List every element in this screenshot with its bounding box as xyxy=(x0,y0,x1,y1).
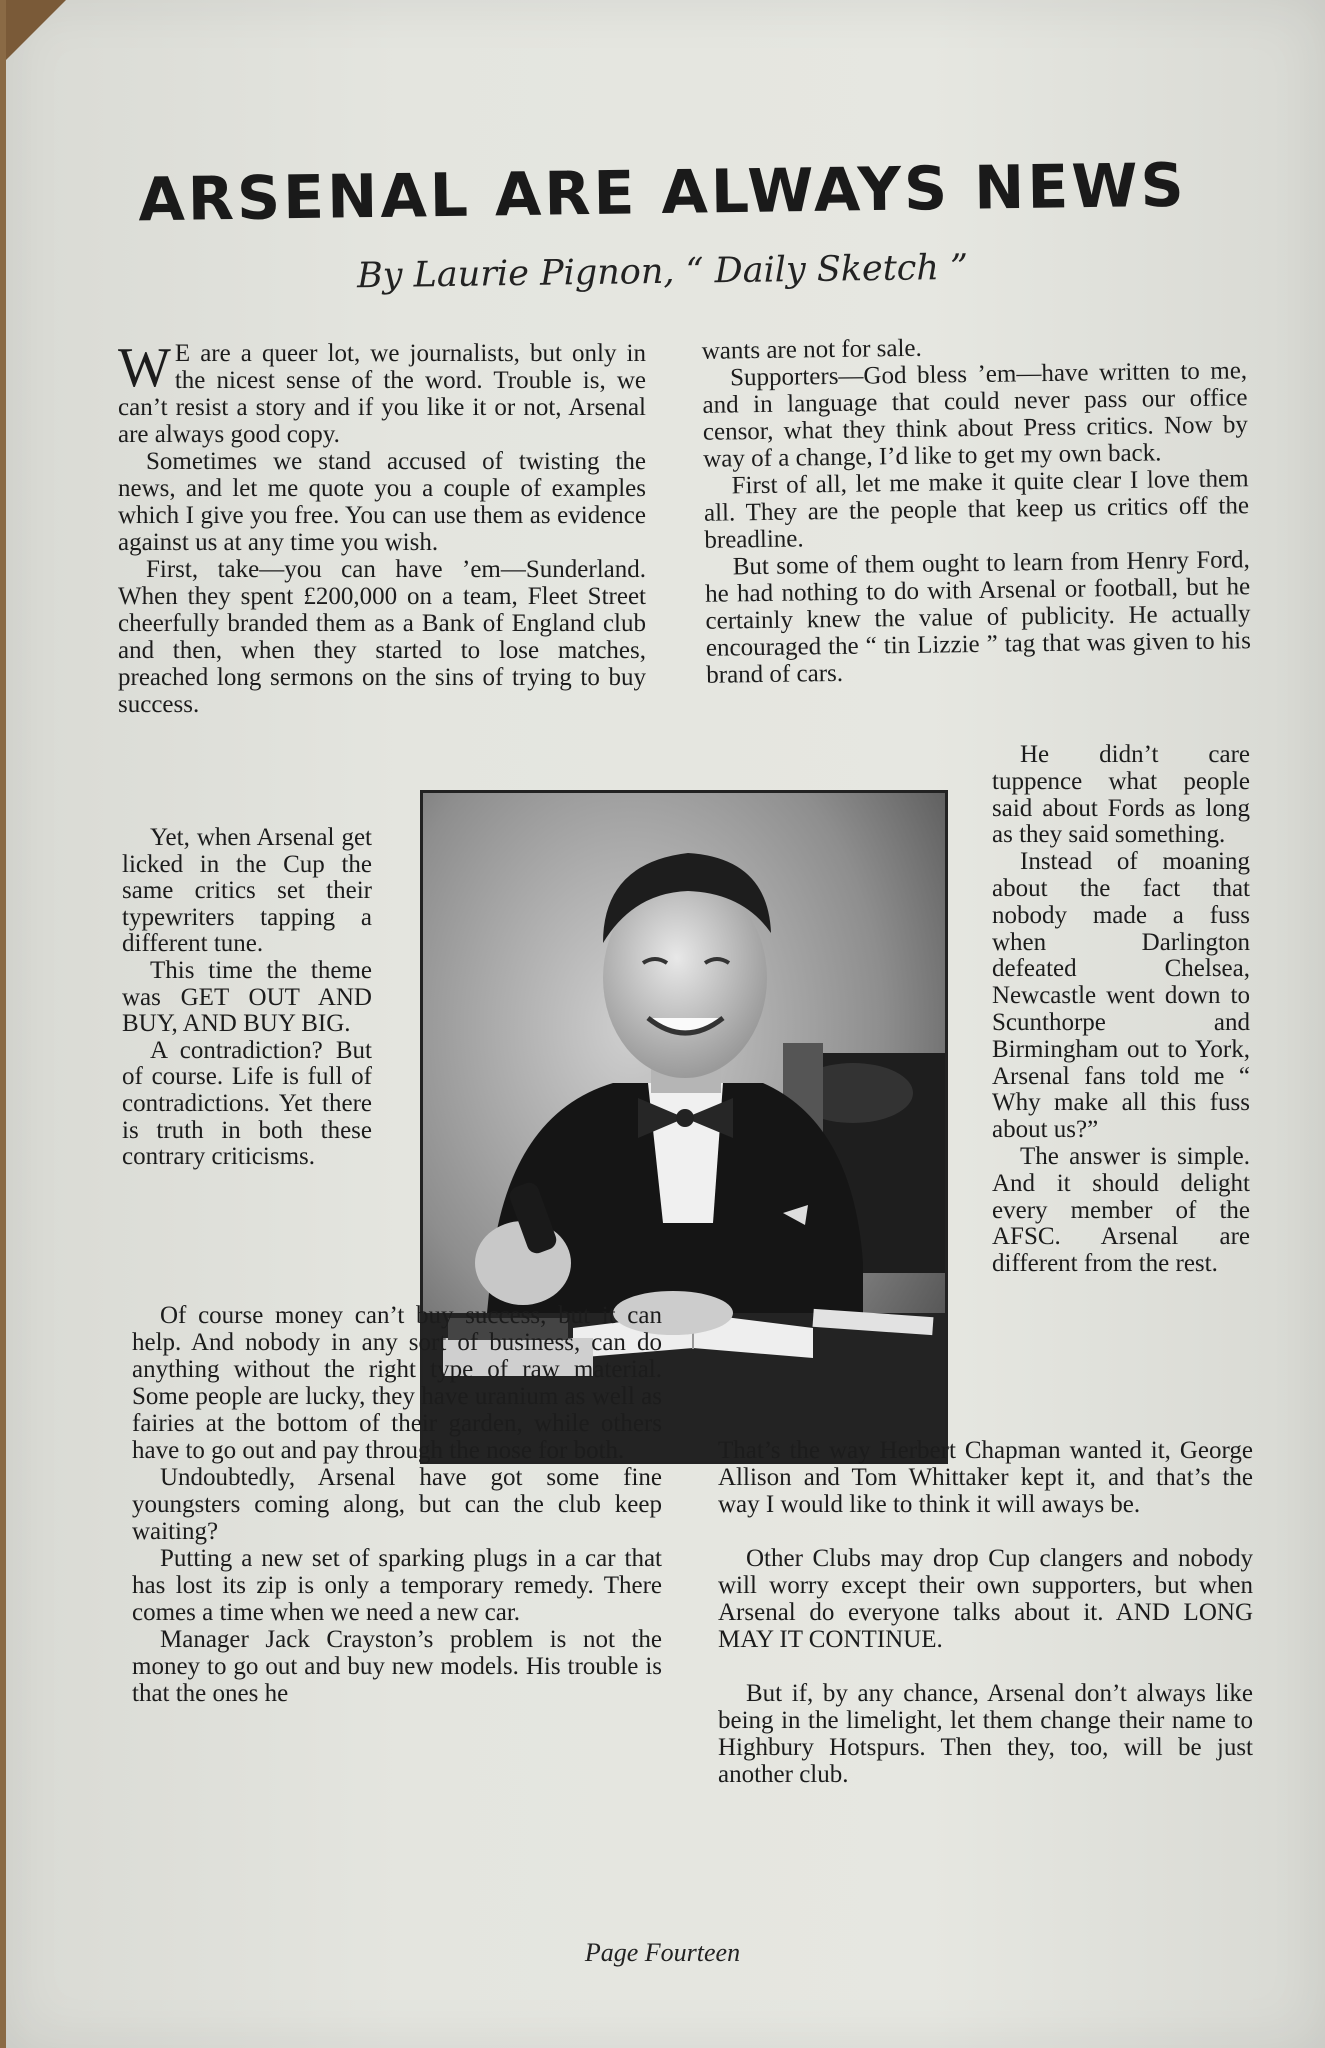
article-paragraph: First, take—you can have ’em—Sunderland. When they spent £200,000 on a team, Fleet Street cheerfully branded them as a Bank of England club and then, when they started to lose matches, preached long sermons on the sins of trying to buy success. xyxy=(118,556,646,718)
article-paragraph: Putting a new set of sparking plugs in a car that has lost its zip is only a temporary remedy. There comes a time when we need a new car. xyxy=(132,1545,662,1626)
article-paragraph: First of all, let me make it quite clear I love them all. They are the people that keep us critics off the breadline. xyxy=(703,465,1250,554)
folded-corner xyxy=(6,0,66,60)
article-byline: By Laurie Pignon, “ Daily Sketch ” xyxy=(356,247,969,297)
article-paragraph: Undoubtedly, Arsenal have got some fine youngsters coming along, but can the club keep waiting? xyxy=(132,1464,662,1545)
article-paragraph: wants are not for sale. xyxy=(701,334,922,365)
article-title: ARSENAL ARE ALWAYS NEWS xyxy=(137,150,1188,236)
left-column-wrapped xyxy=(122,825,372,1171)
article-paragraph: That’s the way Herbert Chapman wanted it, George Allison and Tom Whittaker kept it, and that’s the way I would like to think it will aways be. xyxy=(718,1437,1253,1518)
left-column xyxy=(118,337,646,718)
left-column-lower xyxy=(132,1302,662,1707)
article-paragraph: He didn’t care tuppence what people said about Fords as long as they said something. xyxy=(992,741,1250,849)
article-paragraph: Of course money can’t buy success, but it can help. And nobody in any sort of business, can do anything without the right type of raw material. Some people are lucky, they have uranium as well as fairies at the bottom of their garden, while others have to go out and pay through the nose for both. xyxy=(132,1302,662,1464)
article-paragraph: This time the theme was GET OUT AND BUY, AND BUY BIG. xyxy=(122,956,372,1038)
article-paragraph: Other Clubs may drop Cup clangers and nobody will worry except their own supporters, but when Arsenal do everyone talks about it. AND LONG MAY IT CONTINUE. xyxy=(718,1545,1253,1653)
article-paragraph: W E are a queer lot, we journalists, but only in the nicest sense of the word. Trouble is, we can’t resist a story and if you like it or not, Arsenal are always good copy. xyxy=(118,337,646,448)
article-paragraph: Manager Jack Crayston’s problem is not the money to go out and buy new models. His trouble is that the ones he xyxy=(132,1626,662,1707)
right-column-wrapped xyxy=(992,742,1250,1278)
right-column xyxy=(702,330,1252,689)
article-paragraph: But if, by any chance, Arsenal don’t always like being in the limelight, let them change their name to Highbury Hotspurs. Then they, too, will be just another club. xyxy=(718,1680,1253,1788)
article-paragraph: But some of them ought to learn from Henry Ford, he had nothing to do with Arsenal or football, but he certainly knew the value of publicity. He actually encouraged the “ tin Lizzie ” tag that was given to his brand of cars. xyxy=(704,546,1252,689)
article-paragraph: A contradiction? But of course. Life is full of contradictions. Yet there is truth in both these contrary criticisms. xyxy=(122,1036,372,1171)
article-paragraph: Sometimes we stand accused of twisting the news, and let me quote you a couple of examples which I give you free. You can use them as evidence against us at any time you wish. xyxy=(118,448,646,556)
article-paragraph: Supporters—God bless ’em—have written to me, and in language that could never pass our office censor, what they think about Press critics. Now by way of a change, I’d like to get my own back. xyxy=(702,357,1249,473)
article-paragraph: Yet, when Arsenal get licked in the Cup the same critics set their typewriters tapping a different tune. xyxy=(122,824,372,958)
article-paragraph: The answer is simple. And it should delight every member of the AFSC. Arsenal are different from the rest. xyxy=(992,1142,1250,1278)
right-column-lower xyxy=(718,1437,1253,1788)
page-number: Page Fourteen xyxy=(584,1938,741,1967)
article-paragraph: Instead of moaning about the fact that nobody made a fuss when Darlington defeated Chelsea, Newcastle went down to Scunthorpe and Birmingham out to York, Arsenal fans told me “ Why make all this fuss about us?” xyxy=(992,848,1250,1144)
drop-cap: W xyxy=(118,337,171,399)
